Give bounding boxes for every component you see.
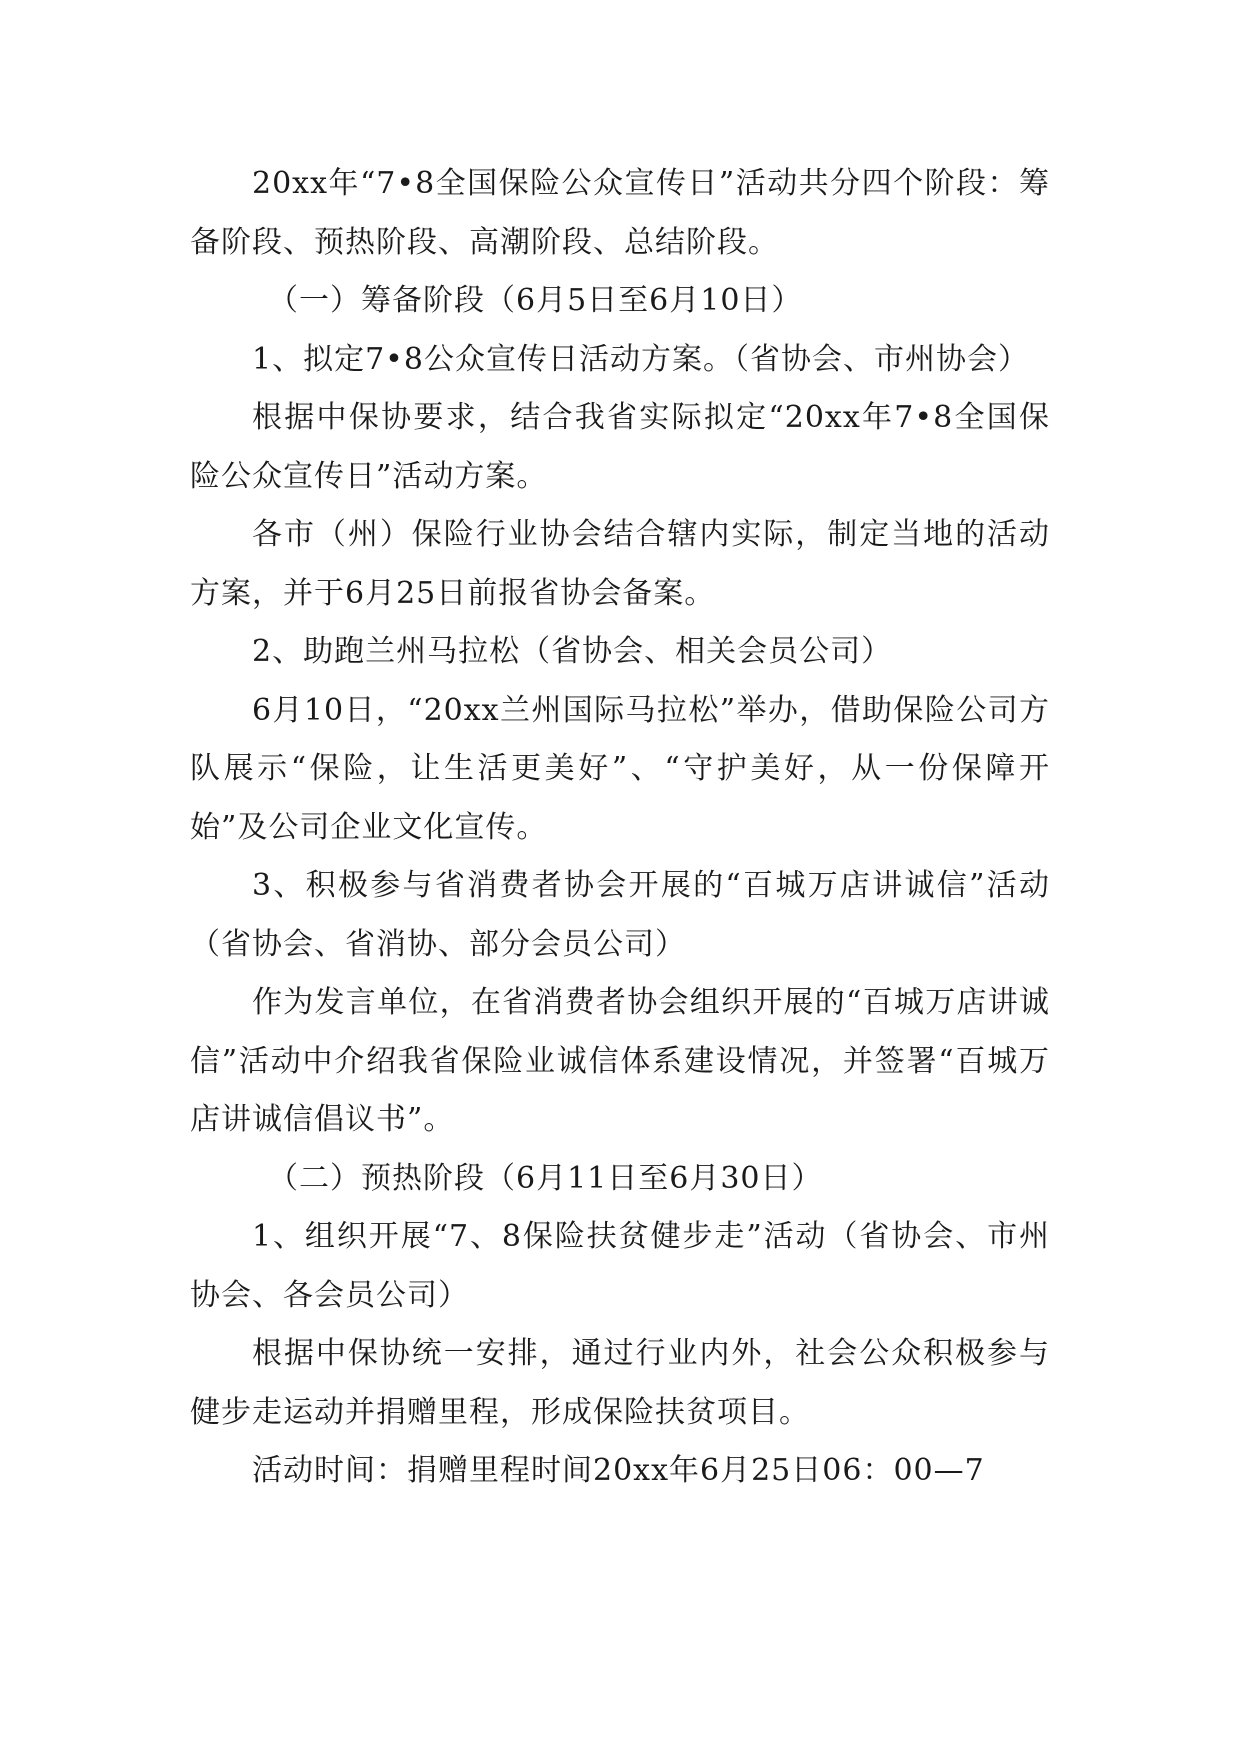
section-heading-preparation: （一）筹备阶段（6月5日至6月10日） [268, 283, 803, 318]
paragraph-item-3-integrity: 3、积极参与省消费者协会开展的“百城万店讲诚信”活动（省协会、省消协、部分会员公司） [190, 868, 1050, 962]
section-heading-warmup: （二）预热阶段（6月11日至6月30日） [268, 1160, 823, 1196]
paragraph-intro: 20xx年“7•8全国保险公众宣传日”活动共分四个阶段：筹备阶段、预热阶段、高潮阶段、总结阶段。 [190, 166, 1050, 260]
paragraph-marathon-detail: 6月10日，“20xx兰州国际马拉松”举办，借助保险公司方队展示“保险，让生活更美好”、“守护美好，从一份保障开始”及公司企业文化宣传。 [190, 692, 1050, 845]
paragraph-item-2-marathon: 2、助跑兰州马拉松（省协会、相关会员公司） [252, 634, 893, 669]
paragraph-activity-time: 活动时间：捐赠里程时间20xx年6月25日06：00—7 [252, 1453, 985, 1488]
paragraph-walk-detail: 根据中保协统一安排，通过行业内外，社会公众积极参与健步走运动并捐赠里程，形成保险扶贫项目。 [190, 1336, 1050, 1430]
paragraph-integrity-detail: 作为发言单位，在省消费者协会组织开展的“百城万店讲诚信”活动中介绍我省保险业诚信体系建设情况，并签署“百城万店讲诚信倡议书”。 [190, 985, 1050, 1137]
paragraph-plan-detail: 根据中保协要求，结合我省实际拟定“20xx年7•8全国保险公众宣传日”活动方案。 [190, 400, 1050, 494]
document-body [190, 155, 1050, 1501]
paragraph-item-1-plan: 1、拟定7•8公众宣传日活动方案。（省协会、市州协会） [252, 341, 1029, 377]
paragraph-city-plans: 各市（州）保险行业协会结合辖内实际，制定当地的活动方案，并于6月25日前报省协会备案。 [190, 517, 1050, 611]
paragraph-item-1-walk: 1、组织开展“7、8保险扶贫健步走”活动（省协会、市州协会、各会员公司） [190, 1219, 1050, 1313]
